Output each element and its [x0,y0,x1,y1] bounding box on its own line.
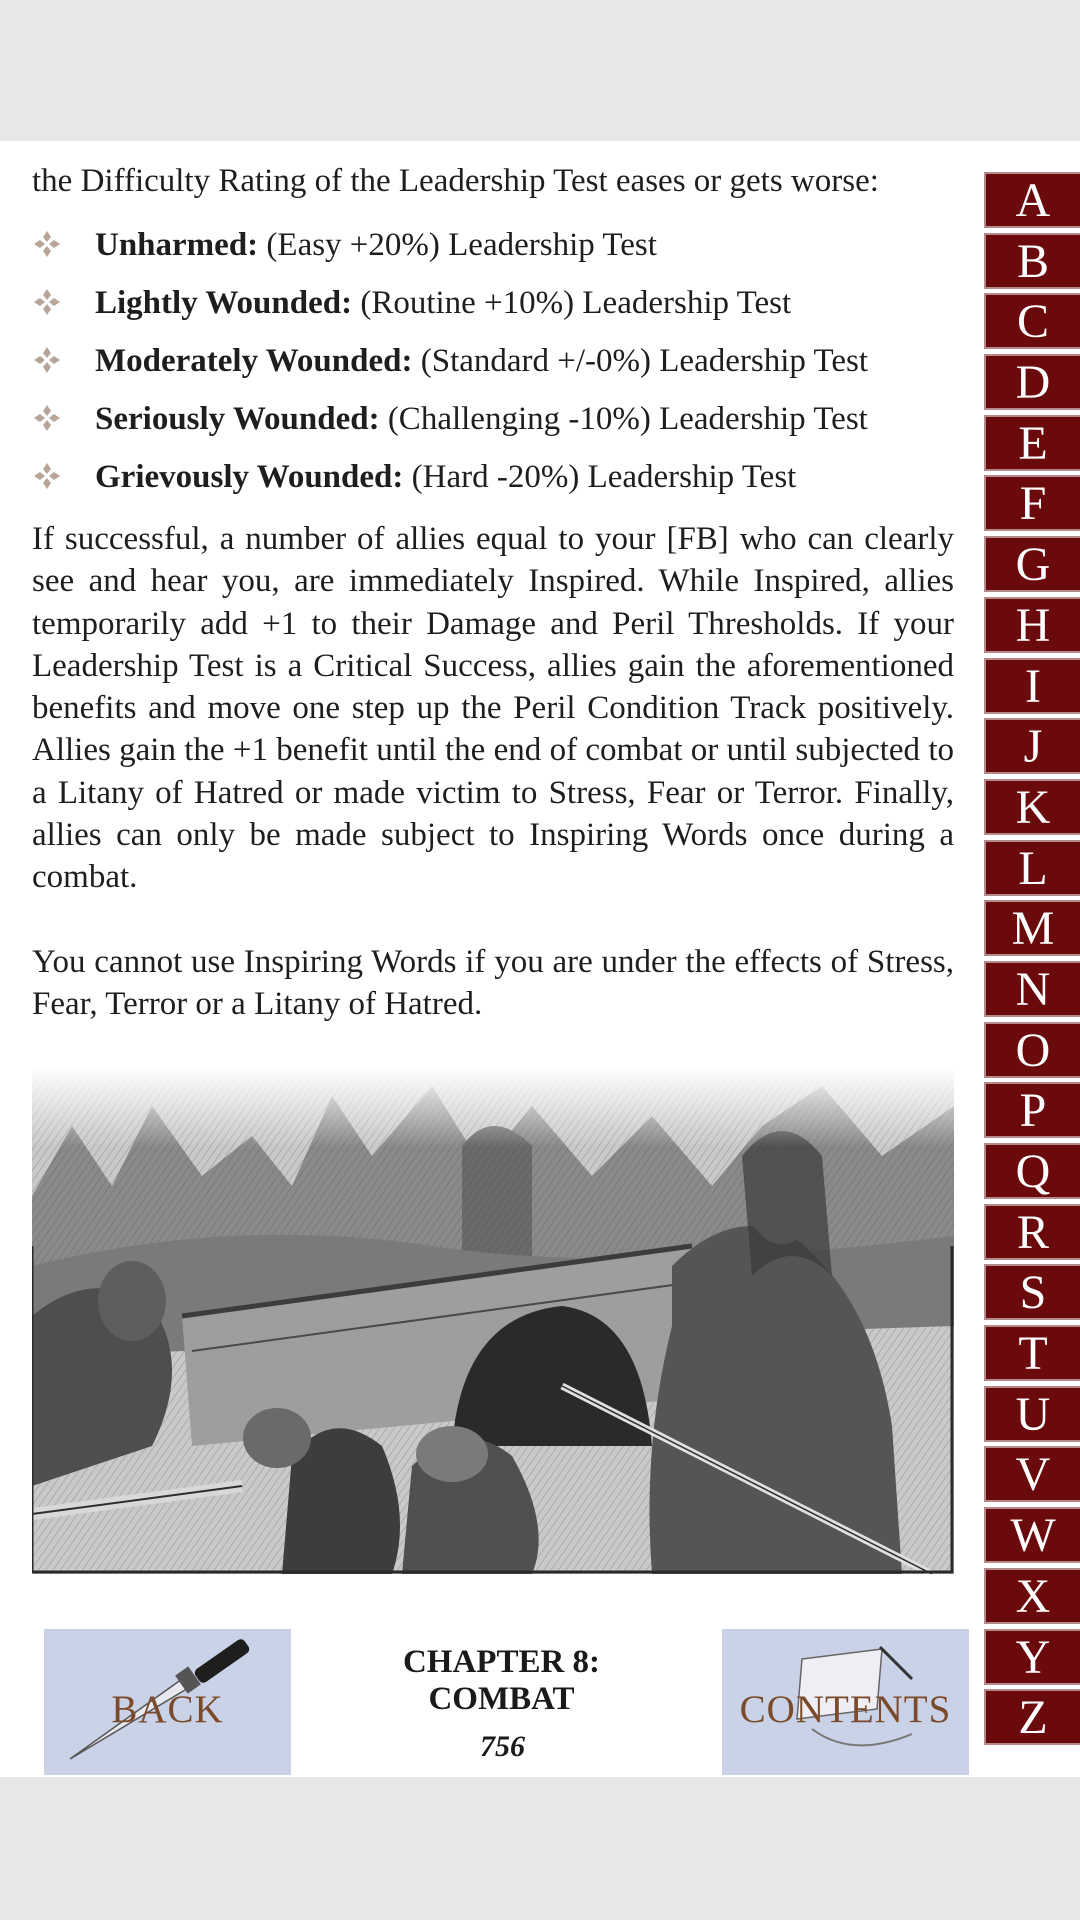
chapter-title [370,1644,633,1718]
index-tab-v[interactable]: V [984,1446,1080,1502]
diamond-bullet-icon [33,346,61,374]
index-tab-r[interactable]: R [984,1204,1080,1260]
back-button[interactable] [44,1629,291,1775]
index-tab-h[interactable]: H [984,597,1080,653]
index-tab-x[interactable]: X [984,1568,1080,1624]
index-tab-l[interactable]: L [984,840,1080,896]
bullet-term: Grievously Wounded: [95,459,404,495]
bullet-text: (Hard -20%) Leadership Test [403,459,797,495]
bullet-text: (Routine +10%) Leadership Test [352,285,792,321]
diamond-bullet-icon [33,230,61,258]
index-tab-o[interactable]: O [984,1022,1080,1078]
index-tab-t[interactable]: T [984,1325,1080,1381]
contents-label: CONTENTS [739,1688,952,1731]
diamond-bullet-icon [33,288,61,316]
index-tab-z[interactable]: Z [984,1689,1080,1745]
bullet-text: (Challenging -10%) Leadership Test [379,401,868,437]
index-tab-w[interactable]: W [984,1507,1080,1563]
diamond-bullet-icon [33,404,61,432]
index-tab-y[interactable]: Y [984,1629,1080,1685]
bullet-text: (Standard +/-0%) Leadership Test [412,343,869,379]
chapter-name: COMBAT [428,1681,575,1717]
index-tab-g[interactable]: G [984,536,1080,592]
contents-button[interactable] [722,1629,969,1775]
list-item [32,332,954,390]
paragraph-inspired: If successful, a number of allies equal to your [FB] who can clearly see and hear you, are immediately Inspired. While Inspired, allies temporarily add +1 to their Damage and Peril Thresholds. If your Leadership Test is a Critical Success, allies gain the aforementioned benefits and move one step up the Peril Condition Track positively. Allies gain the +1 benefit until the end of combat or until subjected to a Litany of Hatred or made victim to Stress, Fear or Terror. Finally, allies can only be made subject to Inspiring Words once during a combat. [32,521,954,896]
bullet-term: Unharmed: [95,227,259,263]
index-tab-i[interactable]: I [984,658,1080,714]
index-tab-j[interactable]: J [984,718,1080,774]
wound-difficulty-list [32,216,954,506]
intro-text: the Difficulty Rating of the Leadership Test eases or gets worse: [32,163,879,199]
page-text [32,161,954,1025]
page-number: 756 [480,1730,525,1763]
index-tab-f[interactable]: F [984,475,1080,531]
alphabet-index [984,172,1080,1750]
list-item [32,390,954,448]
battle-illustration [32,1066,954,1574]
index-tab-m[interactable]: M [984,900,1080,956]
list-item [32,274,954,332]
list-item [32,216,954,274]
bullet-text: (Easy +20%) Leadership Test [258,227,657,263]
index-tab-q[interactable]: Q [984,1143,1080,1199]
list-item [32,448,954,506]
index-tab-s[interactable]: S [984,1264,1080,1320]
bullet-term: Seriously Wounded: [95,401,380,437]
index-tab-k[interactable]: K [984,779,1080,835]
diamond-bullet-icon [33,462,61,490]
index-tab-a[interactable]: A [984,172,1080,228]
paragraph-restriction: You cannot use Inspiring Words if you are under the effects of Stress, Fear, Terror or a Litany of Hatred. [32,943,954,1022]
index-tab-n[interactable]: N [984,961,1080,1017]
index-tab-e[interactable]: E [984,415,1080,471]
book-page [0,141,1080,1777]
index-tab-u[interactable]: U [984,1386,1080,1442]
index-tab-p[interactable]: P [984,1082,1080,1138]
back-label: BACK [111,1688,224,1731]
bullet-term: Moderately Wounded: [95,343,413,379]
index-tab-d[interactable]: D [984,354,1080,410]
chapter-number: CHAPTER 8: [402,1644,601,1680]
page-footer [0,1621,980,1777]
bullet-term: Lightly Wounded: [95,285,353,321]
index-tab-c[interactable]: C [984,293,1080,349]
index-tab-b[interactable]: B [984,233,1080,289]
